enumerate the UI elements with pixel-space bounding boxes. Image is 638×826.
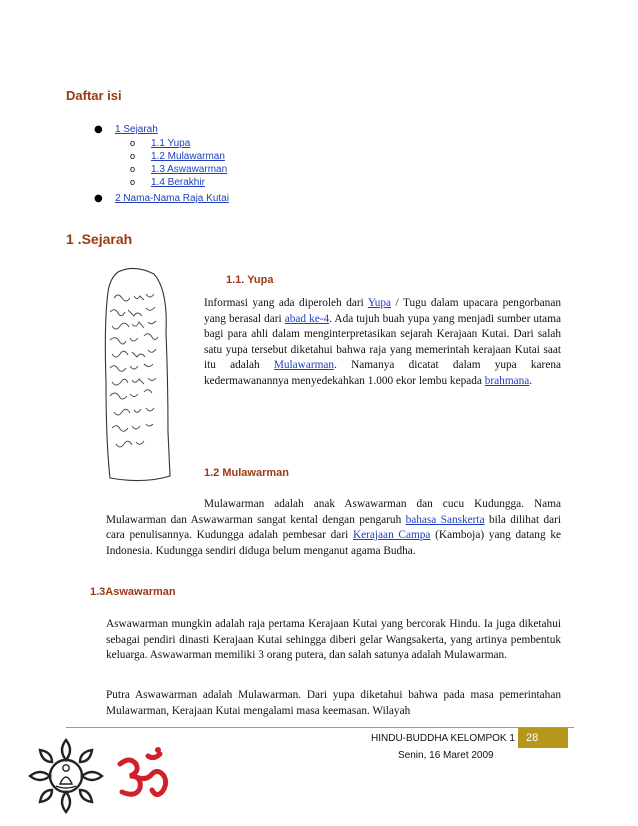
toc-link-yupa[interactable]: 1.1 Yupa: [151, 138, 191, 149]
toc-link-aswawarman[interactable]: 1.3 Aswawarman: [151, 164, 228, 175]
mulawarman-text: bila dilihat dari cara penulisannya. Kudungga adalah pembesar dari: [106, 513, 562, 541]
toc-link-nama-raja[interactable]: 2 Nama-Nama Raja Kutai: [115, 193, 229, 204]
mulawarman-paragraph: [106, 497, 561, 559]
aswawarman-paragraph-1: Aswawarman mungkin adalah raja pertama Kerajaan Kutai yang bercorak Hindu. Ia juga diketahui sebagai pendiri dinasti Kerajaan Kutai sehingga diberi gelar Wangsakerta, yang artinya pembentuk keluarga. Aswawarman memiliki 3 orang putera, dan salah satunya adalah Mulawarman.: [106, 618, 561, 661]
page-number: 28: [518, 728, 568, 748]
yupa-text: . Ada tujuh buah yupa yang menjadi sumber utama bagi para ahli dalam menginterpretasikan sejarah Kerajaan Kutai. Dari salah satu yupa tersebut diketahui bahwa raja yang memerintah kerajaan Kutai saat itu adalah: [204, 312, 561, 371]
heading-aswawarman: 1.3Aswawarman: [90, 586, 176, 598]
footer-date: Senin, 16 Maret 2009: [398, 750, 494, 761]
toc-link-mulawarman[interactable]: 1.2 Mulawarman: [151, 151, 225, 162]
link-mulawarman[interactable]: Mulawarman: [273, 359, 335, 371]
bullet: ●: [94, 193, 103, 204]
yupa-text: . Namanya dicatat dalam yupa karena kedermawanannya menyedekahkan 1.000 ekor lembu kepada: [204, 359, 561, 387]
mulawarman-text: Mulawarman adalah anak Aswawarman dan cucu Kudungga. Nama Mulawarman dan Aswawarman sangat kental dengan pengaruh: [106, 498, 561, 526]
footer-group-name: HINDU-BUDDHA KELOMPOK 1: [371, 733, 515, 744]
lotus-buddha-emblem-icon: [26, 736, 106, 816]
sub-bullet: o: [130, 151, 136, 161]
toc-link-sejarah[interactable]: 1 Sejarah: [115, 124, 158, 135]
mulawarman-text: (Kamboja) yang datang ke Indonesia. Kudungga sendiri diduga belum menganut agama Budha.: [106, 529, 561, 557]
footer-divider: [66, 727, 574, 728]
yupa-text: .: [529, 374, 533, 387]
link-kerajaan-campa[interactable]: Kerajaan Campa: [352, 529, 431, 541]
sub-bullet: o: [130, 138, 136, 148]
yupa-text: / Tugu dalam upacara pengorbanan yang berasal dari: [204, 297, 561, 325]
link-abad-ke-4[interactable]: abad ke-4: [284, 312, 330, 325]
heading-yupa: 1.1. Yupa: [226, 274, 274, 286]
om-symbol-icon: [112, 744, 172, 804]
sub-bullet: o: [130, 164, 136, 174]
yupa-text: Informasi yang ada diperoleh dari: [204, 297, 368, 309]
yupa-paragraph: [204, 296, 561, 389]
yupa-inscription-drawing: [96, 262, 196, 490]
link-brahmana[interactable]: brahmana: [484, 374, 530, 387]
toc-link-berakhir[interactable]: 1.4 Berakhir: [151, 177, 205, 188]
link-bahasa-sanskerta[interactable]: bahasa Sanskerta: [405, 513, 485, 526]
link-yupa[interactable]: Yupa: [367, 297, 392, 309]
heading-mulawarman: 1.2 Mulawarman: [204, 467, 289, 479]
section-title-sejarah: 1 .Sejarah: [66, 231, 133, 247]
sub-bullet: o: [130, 177, 136, 187]
bullet: ●: [94, 124, 103, 135]
toc-title: Daftar isi: [66, 88, 122, 103]
aswawarman-paragraph-2: Putra Aswawarman adalah Mulawarman. Dari yupa diketahui bahwa pada masa pemerintahan Mulawarman, Kerajaan Kutai mengalami masa keemasan. Wilayah: [106, 689, 561, 717]
